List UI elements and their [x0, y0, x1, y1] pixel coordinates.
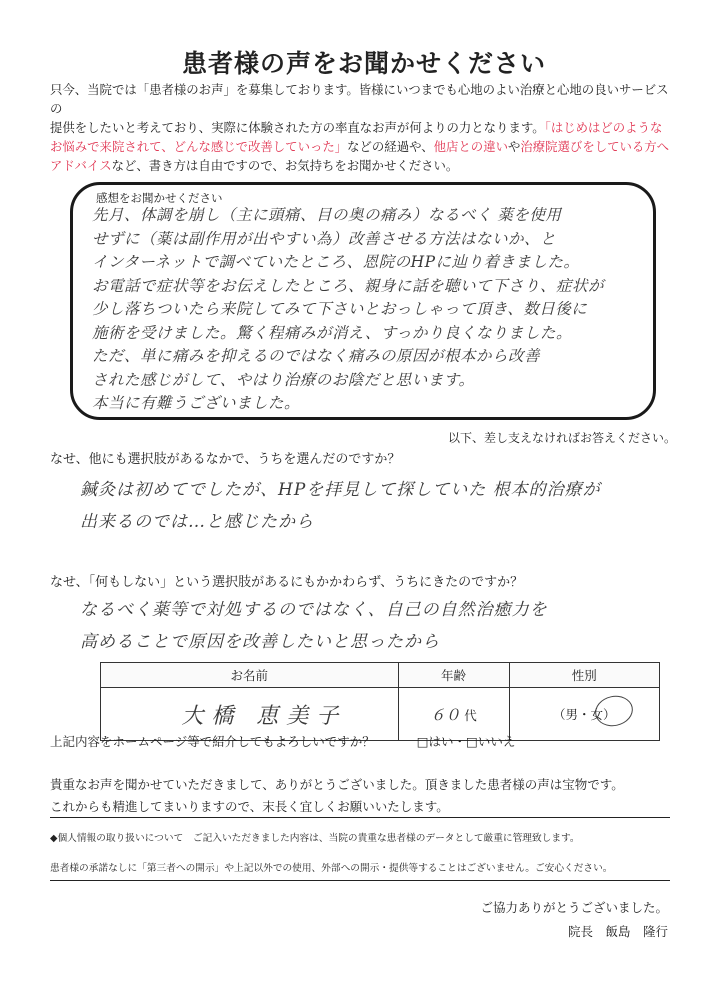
thanks-text [50, 774, 624, 818]
comment-line: ただ、単に痛みを抑えるのではなく痛みの原因が根本から改善 [92, 347, 541, 365]
intro-line3-mid: などの経過や、 [347, 139, 434, 154]
gender-field[interactable] [509, 688, 660, 741]
gender-header: 性別 [509, 663, 660, 688]
consent-options[interactable]: □はい・□いいえ [416, 734, 516, 749]
intro-line2: 提供をしたいと考えており、実際に体験された方の率直なお声が何よりの力となります。 [50, 120, 545, 135]
intro-line3-highlight2: 他店との違い [433, 139, 508, 154]
name-field[interactable]: 大橋 恵美子 [101, 688, 399, 741]
divider-top [50, 817, 670, 818]
answer-line: 鍼灸は初めてでしたが、HPを拝見して探していた 根本的治療が [80, 480, 601, 500]
answer-line: 出来るのでは…と感じたから [80, 512, 314, 532]
optional-note: 以下、差し支えなければお答えください。 [448, 431, 677, 445]
privacy-notice [50, 824, 690, 884]
consent-row [50, 732, 515, 750]
intro-line2-highlight: 「はじめはどのような [544, 120, 663, 135]
divider-bottom [50, 880, 670, 881]
consent-question: 上記内容をホームページ等で紹介してもよろしいですか？ [50, 734, 375, 749]
patient-info-table [100, 662, 660, 741]
intro-text [50, 80, 680, 175]
privacy-line1: ◆個人情報の取り扱いについて ご記入いただきました内容は、当院の貴重な患者様のデータとして厳重に管理致します。 [50, 833, 580, 844]
comment-line: された感じがして、やはり治療のお陰だと思います。 [92, 370, 475, 389]
thanks-line1: 貴重なお声を聞かせていただきまして、ありがとうございました。頂きました患者様の声は宝物です。 [50, 777, 624, 792]
answer-why-chose [80, 474, 680, 538]
intro-line1: 只今、当院では「患者様のお声」を募集しております。皆様にいつまでも心地のよい治療と心地の良いサービスの [50, 82, 669, 116]
intro-line4: など、書き方は自由ですので、お気持ちをお聞かせください。 [111, 158, 459, 173]
intro-line4-highlight: アドバイス [50, 158, 112, 173]
comment-handwriting [92, 204, 652, 416]
signature-thanks: ご協力ありがとうございました。 [480, 900, 668, 915]
age-unit: 代 [464, 707, 477, 723]
comment-line: 本当に有難うございました。 [92, 394, 301, 412]
age-value: ６０ [430, 705, 461, 724]
comment-line: せずに（薬は副作用が出やすい為）改善させる方法はないか、と [92, 229, 557, 248]
answer-line: なるべく薬等で対処するのではなく、自己の自然治癒力を [80, 600, 548, 620]
name-header: お名前 [101, 663, 399, 688]
gender-circle-mark [592, 692, 635, 729]
signature-name: 院長 飯島 隆行 [567, 924, 668, 939]
gender-options: （男・女） [552, 707, 616, 722]
intro-line3-highlight1: お悩みで来院されて、どんな感じで改善していった」 [50, 139, 348, 154]
signature-block [480, 896, 668, 944]
thanks-line2: これからも精進してまいりますので、末長く宜しくお願いいたします。 [50, 799, 449, 814]
comment-line: お電話で症状等をお伝えしたところ、親身に話を聴いて下さり、症状が [92, 276, 605, 295]
comment-line: インターネットで調べていたところ、恩院のHPに辿り着きました。 [92, 253, 580, 271]
page-title: 患者様の声をお聞かせください [181, 49, 546, 78]
answer-why-came [80, 594, 680, 658]
intro-line3-mid2: や [507, 139, 521, 154]
question-why-chose: なせ、他にも選択肢があるなかで、うちを選んだのですか？ [50, 452, 401, 467]
age-header: 年齢 [398, 663, 509, 688]
comment-box-label: 感想をお聞かせください [96, 191, 223, 205]
comment-line: 少し落ちついたら来院してみて下さいとおっしゃって頂き、数日後に [92, 300, 588, 318]
comment-line: 先月、体調を崩し（主に頭痛、目の奥の痛み）なるべく 薬を使用 [92, 206, 562, 224]
comment-line: 施術を受けました。驚く程痛みが消え、すっかり良くなりました。 [92, 323, 573, 342]
question-why-came: なせ、「何もしない」という選択肢があるにもかかわらず、うちにきたのですか？ [50, 575, 524, 590]
intro-line3-highlight3: 治療院選びをしている方へ [520, 139, 670, 154]
privacy-line2: 患者様の承諾なしに「第三者への開示」や上記以外での使用、外部への開示・提供等することはございません。ご安心ください。 [50, 863, 613, 874]
answer-line: 高めることで原因を改善したいと思ったから [80, 632, 440, 652]
